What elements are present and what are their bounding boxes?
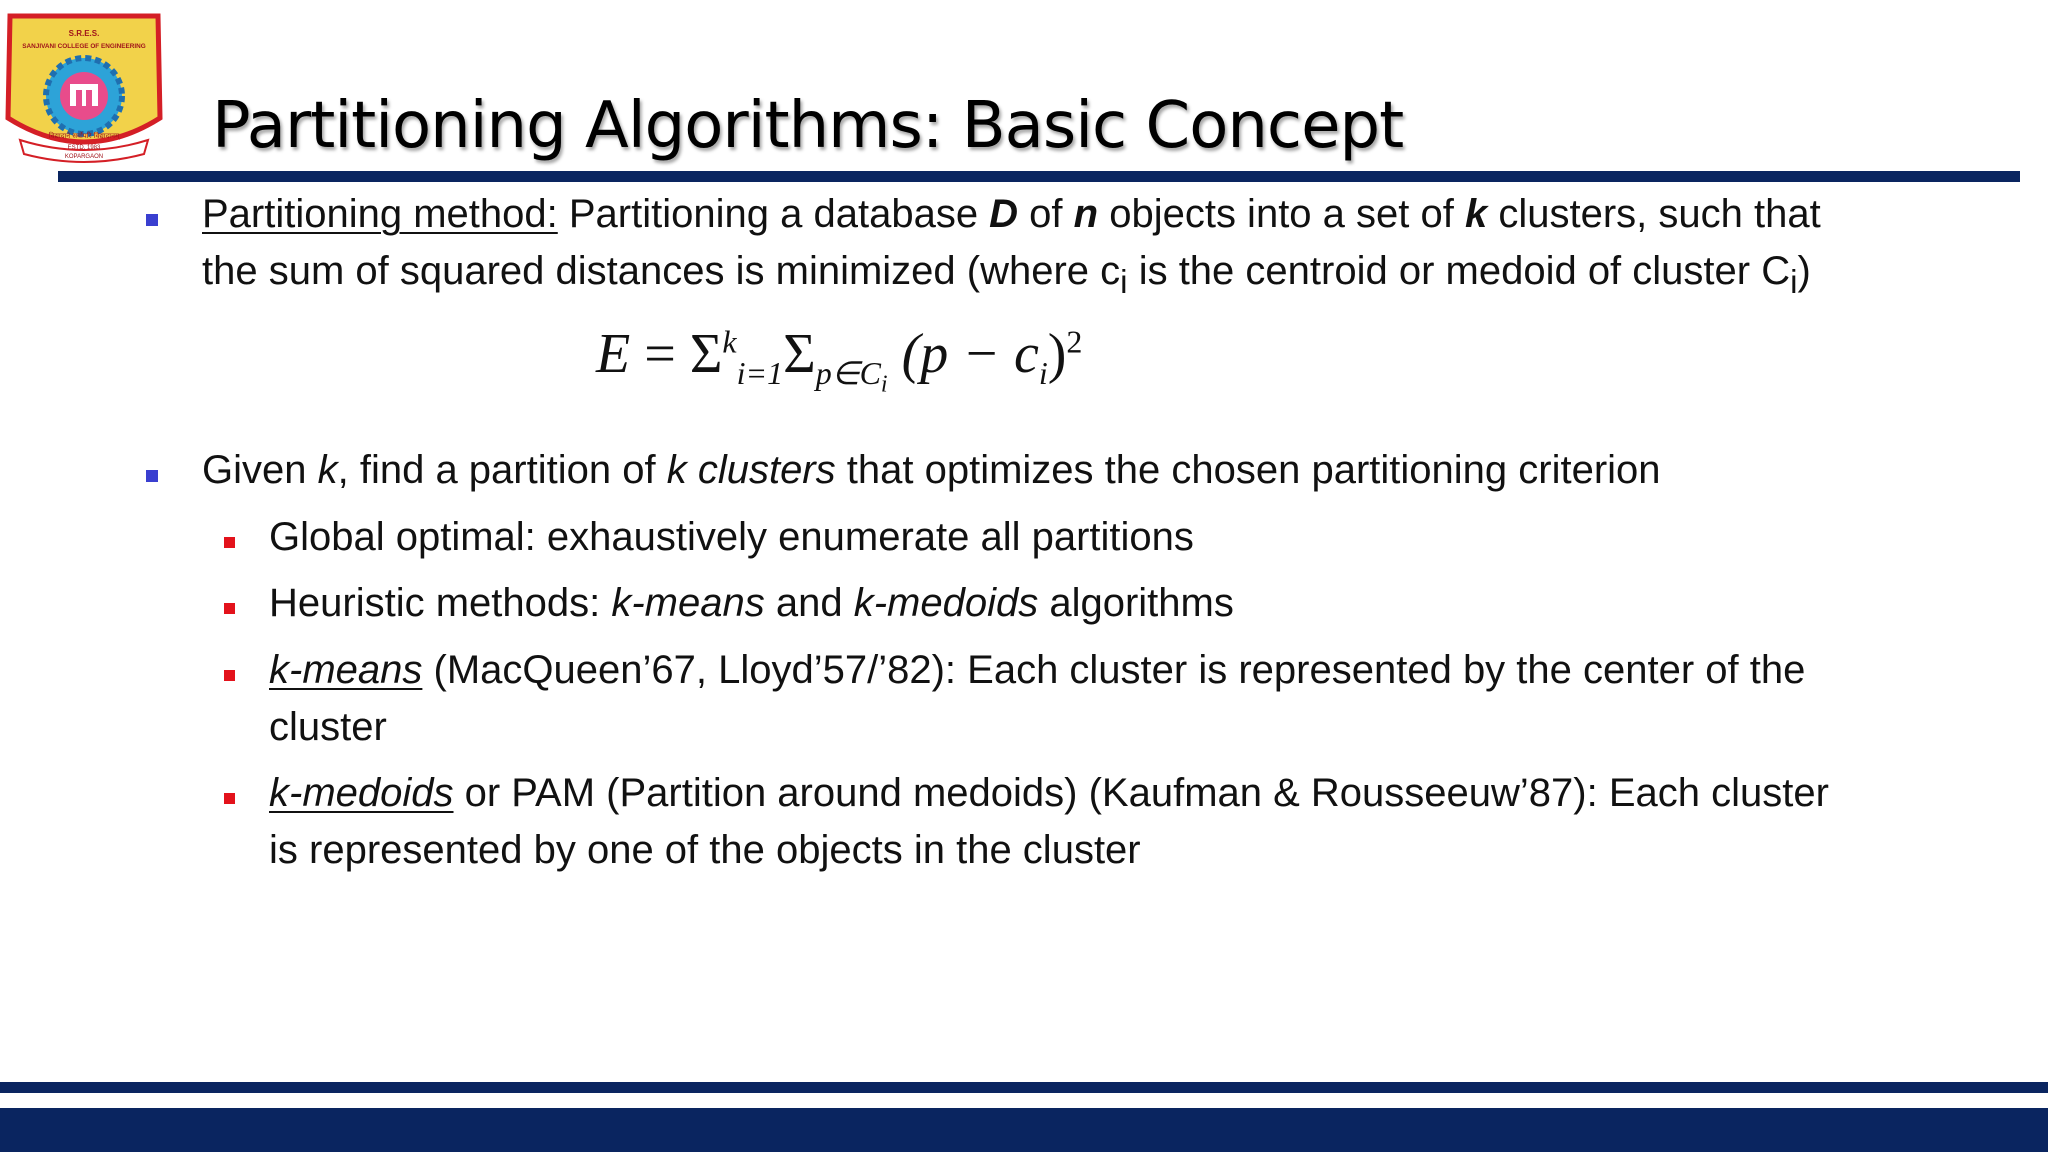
sub-bullet-k-means: k-means (MacQueen’67, Lloyd’57/’82): Each cluster is represented by the center of the cluster bbox=[269, 648, 1806, 749]
footer-bar bbox=[0, 1108, 2048, 1152]
title-divider bbox=[58, 171, 2020, 182]
svg-text:ESTD. 1983: ESTD. 1983 bbox=[67, 145, 101, 151]
sub-bullet-marker bbox=[224, 603, 235, 614]
college-logo bbox=[0, 8, 168, 168]
sub-bullet-marker bbox=[224, 537, 235, 548]
bullet-given-k: Given k, find a partition of k clusters that optimizes the chosen partitioning criterion bbox=[202, 448, 1661, 492]
footer-divider bbox=[0, 1082, 2048, 1093]
bullet-marker bbox=[146, 470, 158, 482]
svg-text:KOPARGAON: KOPARGAON bbox=[64, 154, 104, 160]
squared-error-formula: $E = \Sigma^k_{i=1}\Sigma_{p\in C_i}$ $(p - c_i)^2$ bbox=[596, 323, 1083, 398]
slide-title: Partitioning Algorithms: Basic Concept bbox=[212, 88, 1404, 163]
sub-bullet-heuristic-methods: Heuristic methods: k-means and k-medoids algorithms bbox=[269, 581, 1234, 625]
svg-text:SANJIVANI COLLEGE OF ENGINEERI: SANJIVANI COLLEGE OF ENGINEERING bbox=[22, 43, 146, 50]
sub-bullet-k-medoids: k-medoids or PAM (Partition around medoids) (Kaufman & Rousseeuw’87): Each cluster is represented by one of the objects in the cluster bbox=[269, 771, 1829, 872]
sub-bullet-global-optimal: Global optimal: exhaustively enumerate all partitions bbox=[269, 515, 1194, 559]
bullet-marker bbox=[146, 214, 158, 226]
svg-text:विद्यादाने सर्वोपरि विद्यादानम: विद्यादाने सर्वोपरि विद्यादानम् bbox=[48, 132, 120, 140]
sub-bullet-marker bbox=[224, 670, 235, 681]
sub-bullet-marker bbox=[224, 793, 235, 804]
svg-text:S.R.E.S.: S.R.E.S. bbox=[68, 29, 100, 38]
bullet-partitioning-method: Partitioning method: Partitioning a database D of n objects into a set of k clusters, such that the sum of squared distances is minimized (where $c_i$ is the centroid or medoid of cluster $C_i$) bbox=[202, 192, 1821, 301]
term-partitioning-method: Partitioning method: bbox=[202, 192, 558, 236]
